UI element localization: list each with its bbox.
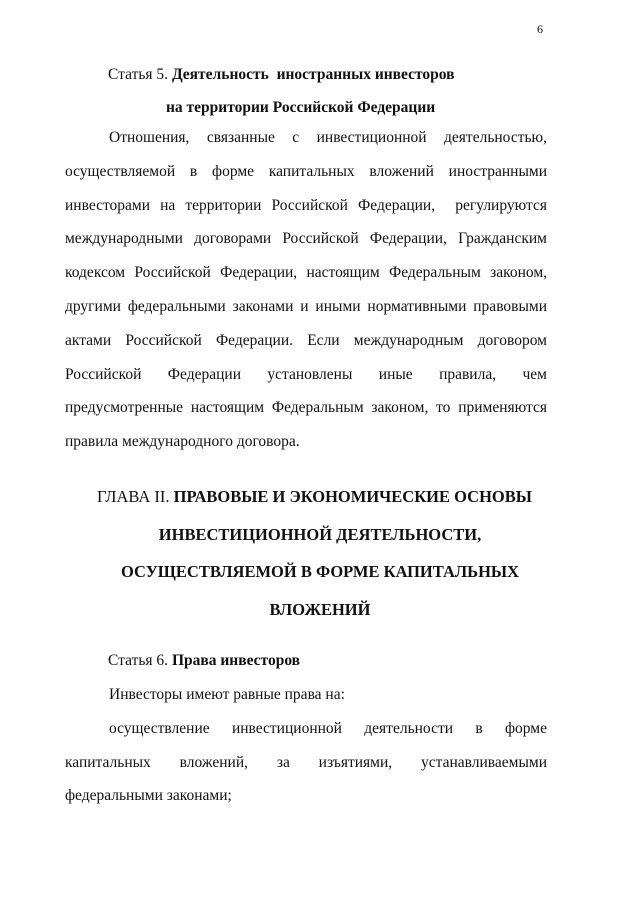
paragraph-line: осуществляемой в форме капитальных вложений иностранными <box>65 162 547 180</box>
page-number: 6 <box>537 22 543 36</box>
article-5-label: Статья 5. <box>108 66 169 83</box>
paragraph-line: Инвесторы имеют равные права на: <box>109 686 345 703</box>
paragraph-line: Отношения, связанные с инвестиционной деятельностью, <box>109 129 547 146</box>
paragraph-line: другими федеральными законами и иными нормативными правовыми <box>65 297 547 315</box>
article-5-paragraph <box>65 121 547 459</box>
paragraph-line: капитальных вложений, за изъятиями, устанавливаемыми <box>65 753 547 771</box>
chapter-2-label: ГЛАВА II. <box>97 487 170 506</box>
article-6-heading <box>108 652 300 670</box>
article-6-label: Статья 6. <box>108 652 169 669</box>
paragraph-line: международными договорами Российской Федерации, Гражданским <box>65 230 547 248</box>
chapter-2-title-line-2: ИНВЕСТИЦИОННОЙ ДЕЯТЕЛЬНОСТИ, <box>158 524 482 544</box>
paragraph-line: Российской Федерации установлены иные правила, чем <box>65 365 547 383</box>
article-5-title-line-1: Деятельность иностранных инвесторов <box>171 66 455 83</box>
paragraph-line: кодексом Российской Федерации, настоящим Федеральным законом, <box>65 264 547 282</box>
paragraph-line: правила международного договора. <box>65 433 300 451</box>
chapter-2-title-line-3: ОСУЩЕСТВЛЯЕМОЙ В ФОРМЕ КАПИТАЛЬНЫХ <box>120 562 520 581</box>
article-6-paragraph <box>65 678 547 813</box>
paragraph-line: федеральными законами; <box>65 787 232 805</box>
article-6-title: Права инвесторов <box>171 652 301 669</box>
paragraph-line: инвесторами на территории Российской Федерации, регулируются <box>65 196 547 214</box>
chapter-2-heading <box>0 478 640 628</box>
chapter-2-title-line-1: ПРАВОВЫЕ И ЭКОНОМИЧЕСКИЕ ОСНОВЫ <box>173 487 532 506</box>
paragraph-line: предусмотренные настоящим Федеральным законом, то применяются <box>65 399 547 417</box>
article-5-heading <box>108 66 455 84</box>
paragraph-line: актами Российской Федерации. Если международным договором <box>65 331 547 349</box>
chapter-2-title-line-4: ВЛОЖЕНИЙ <box>269 599 371 619</box>
paragraph-line: осуществление инвестиционной деятельности в форме <box>109 719 547 737</box>
article-5-title-line-2: на территории Российской Федерации <box>166 99 436 116</box>
